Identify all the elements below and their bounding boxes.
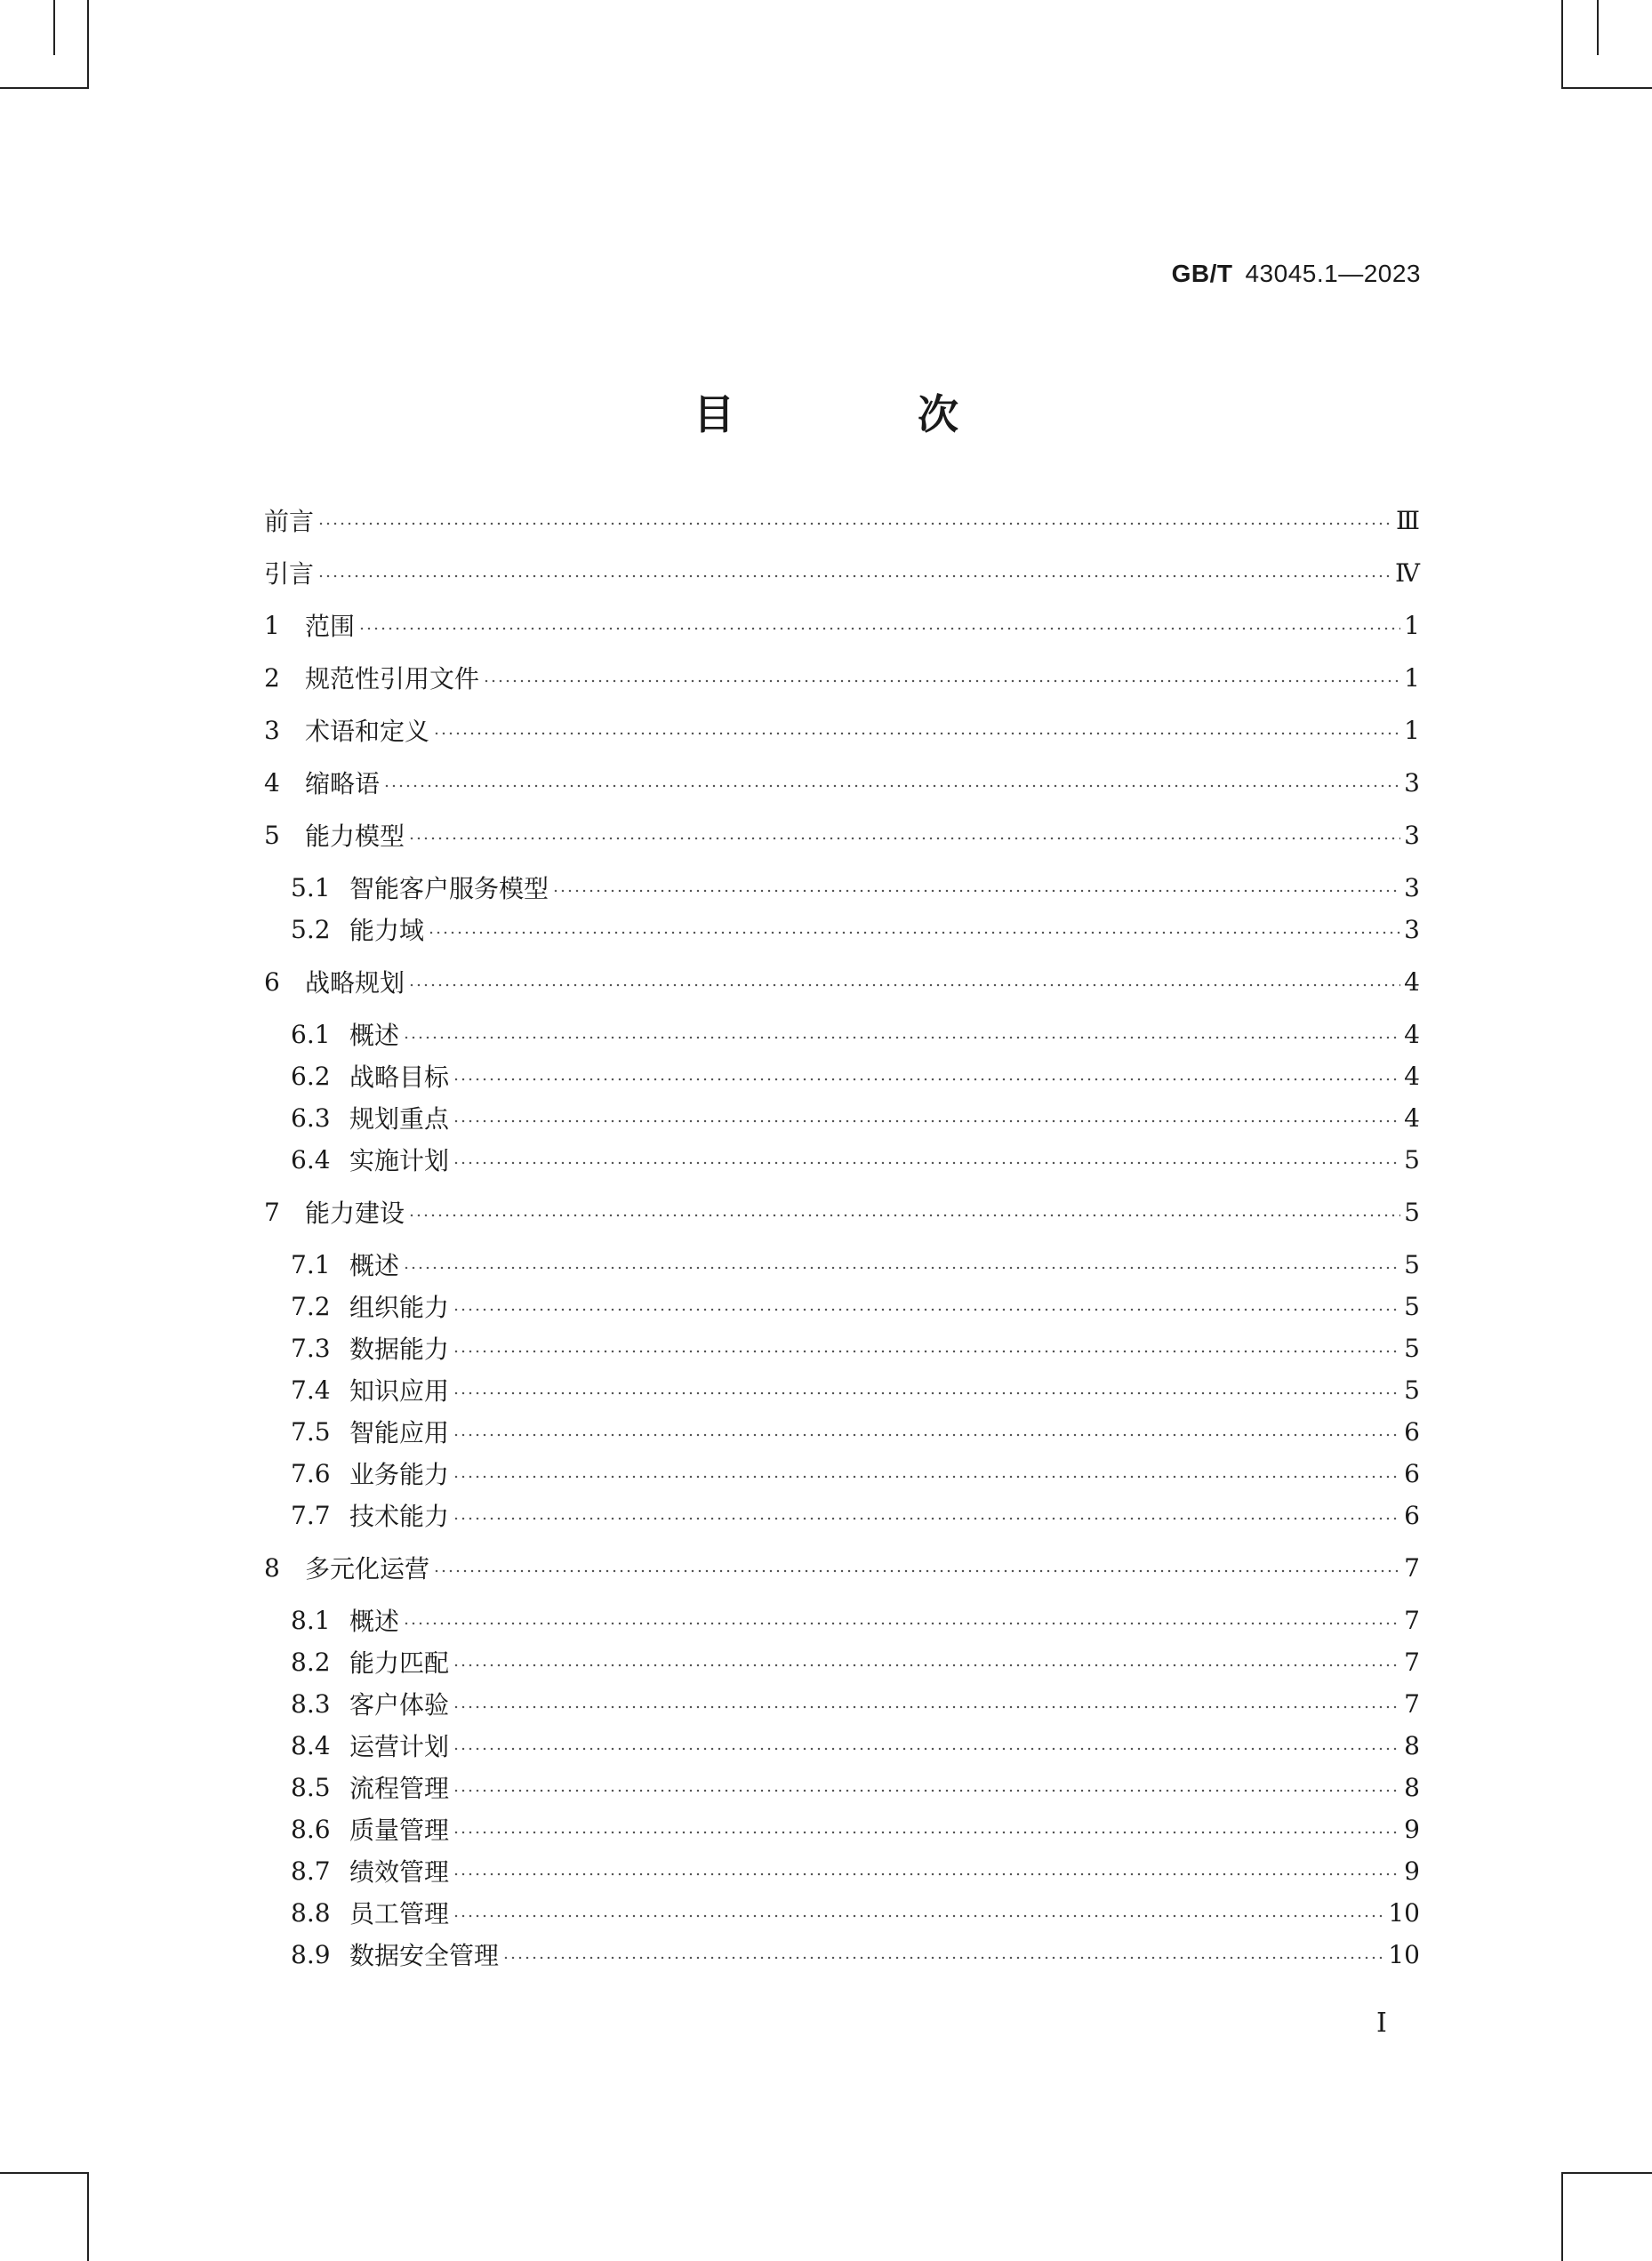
toc-entry-page: 3 (1404, 872, 1420, 902)
toc-entry-number: 6 (264, 966, 280, 997)
toc-entry[interactable] (264, 762, 1420, 803)
toc-entry[interactable] (291, 1097, 1420, 1138)
toc-entry-number: 8 (264, 1552, 280, 1583)
toc-entry-label: 质量管理 (349, 1816, 450, 1845)
toc-entry-page: 7 (1404, 1647, 1420, 1677)
standard-prefix: GB/T (1171, 260, 1233, 287)
toc-leader-dots (433, 1568, 1400, 1574)
toc-leader-dots (453, 1118, 1400, 1124)
toc-entry-number: 7.7 (291, 1500, 331, 1530)
toc-entry-page: 8 (1404, 1772, 1420, 1802)
toc-entry[interactable] (264, 552, 1420, 593)
toc-entry-page: 10 (1388, 1897, 1420, 1928)
toc-leader-dots (502, 1955, 1384, 1960)
toc-entry-page: 7 (1404, 1552, 1420, 1583)
toc-entry-page: 3 (1404, 914, 1420, 944)
toc-entry[interactable] (291, 1244, 1420, 1285)
toc-entry-page: 5 (1404, 1249, 1420, 1279)
toc-entry-number: 6.1 (291, 1019, 331, 1049)
toc-entry-label: 引言 (264, 559, 315, 589)
toc-entry[interactable] (291, 1892, 1420, 1933)
toc-entry-number: 7.5 (291, 1416, 331, 1447)
toc-leader-dots (453, 1788, 1400, 1793)
toc-leader-dots (408, 982, 1400, 988)
toc-entry-number: 7.2 (291, 1291, 331, 1321)
toc-entry-label: 智能应用 (349, 1418, 450, 1447)
toc-entry[interactable] (291, 1369, 1420, 1410)
toc-entry-label: 概述 (349, 1251, 400, 1280)
toc-leader-dots (453, 1704, 1400, 1710)
toc-entry-label: 流程管理 (349, 1774, 450, 1803)
toc-entry-number: 8.7 (291, 1856, 331, 1886)
toc-entry-page: 5 (1404, 1333, 1420, 1363)
toc-entry-page: 4 (1404, 1019, 1420, 1049)
toc-entry-page: 5 (1404, 1375, 1420, 1405)
toc-entry-page: 6 (1404, 1458, 1420, 1488)
crop-mark (1561, 0, 1563, 89)
toc-leader-dots (453, 1516, 1400, 1521)
toc-entry-label: 缩略语 (305, 769, 381, 798)
toc-leader-dots (453, 1872, 1400, 1877)
standard-number (1172, 260, 1421, 288)
toc-entry-page: 10 (1388, 1939, 1420, 1969)
toc-entry-label: 绩效管理 (349, 1857, 450, 1887)
crop-mark (53, 0, 55, 55)
toc-entry-page: 3 (1404, 820, 1420, 850)
toc-entry-label: 知识应用 (349, 1376, 450, 1406)
toc-entry-page: Ⅳ (1395, 557, 1420, 588)
crop-mark (87, 2172, 89, 2261)
toc-entry-number: 7.3 (291, 1333, 331, 1363)
toc-entry[interactable] (291, 1600, 1420, 1640)
toc-entry[interactable] (264, 500, 1420, 541)
toc-leader-dots (403, 1265, 1400, 1271)
toc-entry-page: 1 (1404, 662, 1420, 693)
toc-entry-number: 8.3 (291, 1688, 331, 1719)
toc-leader-dots (552, 888, 1400, 894)
toc-leader-dots (483, 678, 1400, 684)
toc-entry-label: 实施计划 (349, 1146, 450, 1175)
toc-leader-dots (453, 1474, 1400, 1479)
toc-entry-page: 9 (1404, 1856, 1420, 1886)
toc-entry-label: 能力域 (349, 916, 425, 945)
toc-entry[interactable] (264, 1547, 1420, 1588)
toc-entry-page: 7 (1404, 1605, 1420, 1635)
toc-entry[interactable] (291, 1934, 1420, 1975)
toc-entry-page: 5 (1404, 1197, 1420, 1227)
toc-entry[interactable] (291, 1850, 1420, 1891)
toc-leader-dots (453, 1746, 1400, 1752)
toc-leader-dots (453, 1830, 1400, 1835)
toc-entry-number: 5.2 (291, 914, 331, 944)
toc-leader-dots (317, 573, 1391, 579)
toc-entry-page: 6 (1404, 1500, 1420, 1530)
toc-leader-dots (433, 731, 1400, 736)
toc-entry-page: 7 (1404, 1688, 1420, 1719)
toc-entry-label: 战略规划 (305, 968, 405, 998)
toc-leader-dots (403, 1035, 1400, 1040)
toc-entry-label: 智能客户服务模型 (349, 874, 549, 903)
toc-leader-dots (453, 1160, 1400, 1166)
toc-entry-number: 6.3 (291, 1102, 331, 1133)
toc-entry[interactable] (291, 1327, 1420, 1368)
toc-entry[interactable] (291, 867, 1420, 908)
toc-entry-page: 4 (1404, 1102, 1420, 1133)
toc-entry[interactable] (291, 1683, 1420, 1724)
toc-entry-label: 规划重点 (349, 1104, 450, 1134)
toc-entry-number: 8.6 (291, 1814, 331, 1844)
toc-entry-label: 能力建设 (305, 1199, 405, 1228)
toc-entry-number: 7.6 (291, 1458, 331, 1488)
page-folio: Ⅰ (1376, 2008, 1387, 2039)
toc-entry-number: 1 (264, 610, 280, 640)
toc-entry[interactable] (264, 814, 1420, 855)
toc-entry-page: 3 (1404, 767, 1420, 798)
crop-mark (0, 2172, 89, 2174)
toc-entry-number: 7.4 (291, 1375, 331, 1405)
toc-entry-page: 4 (1404, 966, 1420, 997)
toc-entry-label: 客户体验 (349, 1690, 450, 1720)
toc-leader-dots (453, 1663, 1400, 1668)
toc-leader-dots (453, 1913, 1384, 1919)
toc-entry-label: 数据安全管理 (349, 1941, 500, 1970)
toc-entry-page: 5 (1404, 1144, 1420, 1175)
toc-entry-page: 4 (1404, 1061, 1420, 1091)
toc-leader-dots (383, 783, 1400, 789)
toc-entry-label: 概述 (349, 1021, 400, 1050)
toc-leader-dots (317, 521, 1392, 526)
toc-entry-number: 6.2 (291, 1061, 331, 1091)
standard-code: 43045.1—2023 (1245, 260, 1421, 287)
toc-entry-label: 组织能力 (349, 1293, 450, 1322)
crop-mark (0, 87, 89, 89)
toc-leader-dots (453, 1077, 1400, 1082)
toc-leader-dots (453, 1307, 1400, 1312)
toc-entry-page: 6 (1404, 1416, 1420, 1447)
toc-entry-label: 能力模型 (305, 822, 405, 851)
toc-entry-label: 战略目标 (349, 1062, 450, 1092)
toc-entry-number: 2 (264, 662, 280, 693)
toc-entry-number: 6.4 (291, 1144, 331, 1175)
toc-entry-label: 业务能力 (349, 1460, 450, 1489)
toc-entry-number: 8.4 (291, 1730, 331, 1760)
toc-entry[interactable] (291, 1139, 1420, 1180)
toc-entry[interactable] (291, 1055, 1420, 1096)
toc-entry-label: 能力匹配 (349, 1648, 450, 1678)
toc-entry-label: 数据能力 (349, 1335, 450, 1364)
toc-entry-label: 多元化运营 (305, 1554, 430, 1584)
toc-entry-label: 术语和定义 (305, 717, 430, 746)
toc-leader-dots (403, 1621, 1400, 1626)
toc-entry-page: Ⅲ (1395, 505, 1420, 535)
toc-leader-dots (408, 836, 1400, 841)
toc-leader-dots (453, 1349, 1400, 1354)
toc-entry-label: 前言 (264, 507, 315, 536)
toc-entry-number: 8.2 (291, 1647, 331, 1677)
toc-entry-number: 8.8 (291, 1897, 331, 1928)
toc-entry[interactable] (291, 1808, 1420, 1849)
toc-entry-number: 7 (264, 1197, 280, 1227)
toc-entry-label: 员工管理 (349, 1899, 450, 1928)
toc-entry-page: 5 (1404, 1291, 1420, 1321)
toc-entry-label: 技术能力 (349, 1502, 450, 1531)
toc-entry-number: 3 (264, 715, 280, 745)
toc-entry-number: 4 (264, 767, 280, 798)
toc-entry[interactable] (291, 1453, 1420, 1494)
toc-entry-page: 9 (1404, 1814, 1420, 1844)
toc-entry[interactable] (264, 1191, 1420, 1232)
toc-entry[interactable] (291, 1014, 1420, 1054)
toc-leader-dots (358, 626, 1400, 631)
toc-entry-number: 5 (264, 820, 280, 850)
toc-entry[interactable] (264, 605, 1420, 645)
toc-entry-number: 8.5 (291, 1772, 331, 1802)
crop-mark (1597, 0, 1599, 55)
toc-entry[interactable] (291, 909, 1420, 950)
toc-entry[interactable] (264, 961, 1420, 1002)
toc-entry-number: 7.1 (291, 1249, 331, 1279)
toc-leader-dots (408, 1213, 1400, 1218)
toc-entry[interactable] (291, 1411, 1420, 1452)
toc-entry[interactable] (264, 657, 1420, 698)
toc-entry[interactable] (291, 1767, 1420, 1808)
page-title: 目 次 (694, 390, 1030, 438)
toc-entry-label: 范围 (305, 612, 356, 641)
toc-entry-label: 规范性引用文件 (305, 664, 480, 694)
toc-leader-dots (453, 1432, 1400, 1438)
toc-leader-dots (453, 1391, 1400, 1396)
toc-entry-page: 1 (1404, 715, 1420, 745)
toc-leader-dots (428, 930, 1400, 935)
toc-entry[interactable] (291, 1641, 1420, 1682)
crop-mark (1563, 87, 1652, 89)
toc-entry-number: 8.1 (291, 1605, 331, 1635)
toc-entry[interactable] (264, 710, 1420, 750)
toc-entry[interactable] (291, 1725, 1420, 1766)
toc-entry-label: 运营计划 (349, 1732, 450, 1761)
toc-entry-number: 8.9 (291, 1939, 331, 1969)
toc-entry[interactable] (291, 1286, 1420, 1327)
crop-mark (87, 0, 89, 89)
toc-entry-number: 5.1 (291, 872, 331, 902)
crop-mark (1561, 2172, 1563, 2261)
toc-entry-page: 8 (1404, 1730, 1420, 1760)
toc-entry[interactable] (291, 1495, 1420, 1535)
toc-entry-page: 1 (1404, 610, 1420, 640)
crop-mark (1563, 2172, 1652, 2174)
toc-entry-label: 概述 (349, 1607, 400, 1636)
